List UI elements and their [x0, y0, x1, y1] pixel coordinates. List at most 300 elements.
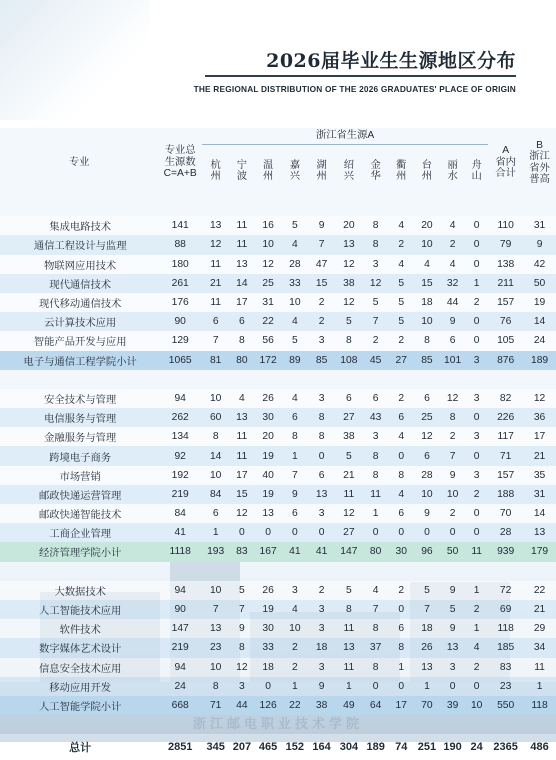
major-name-cell: 市场营销	[0, 466, 158, 485]
value-cell: 11	[229, 235, 254, 254]
major-name-cell: 信息安全技术应用	[0, 658, 158, 677]
value-cell: 36	[523, 408, 556, 427]
value-cell: 0	[465, 504, 488, 523]
value-cell: 60	[202, 408, 229, 427]
value-cell: 9	[440, 466, 465, 485]
value-cell: 10	[202, 466, 229, 485]
value-cell: 90	[158, 600, 202, 619]
major-name-cell: 现代通信技术	[0, 274, 158, 293]
value-cell: 1	[282, 446, 308, 465]
value-cell: 10	[202, 581, 229, 600]
value-cell: 92	[158, 446, 202, 465]
major-name-cell: 邮政快递智能技术	[0, 504, 158, 523]
value-cell: 70	[414, 696, 440, 715]
value-cell: 44	[229, 696, 254, 715]
value-cell: 22	[282, 696, 308, 715]
value-cell: 96	[414, 542, 440, 561]
value-cell: 21	[523, 600, 556, 619]
value-cell: 10	[202, 389, 229, 408]
table-row	[0, 312, 556, 331]
value-cell: 4	[363, 581, 389, 600]
value-cell: 3	[465, 466, 488, 485]
value-cell: 7	[363, 600, 389, 619]
value-cell: 5	[229, 581, 254, 600]
table-row	[0, 523, 556, 542]
value-cell: 11	[202, 255, 229, 274]
value-cell: 8	[308, 408, 335, 427]
value-cell: 219	[158, 638, 202, 657]
value-cell: 1	[465, 581, 488, 600]
major-name-cell: 人工智能学院小计	[0, 696, 158, 715]
value-cell: 14	[202, 446, 229, 465]
distribution-table	[0, 128, 556, 760]
value-cell: 13	[254, 504, 281, 523]
value-cell: 9	[414, 504, 440, 523]
value-cell: 4	[465, 638, 488, 657]
value-cell: 11	[335, 619, 362, 638]
value-cell: 9	[523, 235, 556, 254]
table-row	[0, 293, 556, 312]
value-cell: 8	[363, 235, 389, 254]
value-cell: 11	[229, 427, 254, 446]
value-cell: 190	[440, 734, 465, 760]
value-cell: 7	[308, 235, 335, 254]
table-row	[0, 255, 556, 274]
value-cell: 12	[202, 235, 229, 254]
value-cell: 13	[335, 235, 362, 254]
value-cell: 8	[202, 427, 229, 446]
value-cell: 0	[308, 523, 335, 542]
value-cell: 6	[389, 408, 414, 427]
value-cell: 7	[440, 446, 465, 465]
value-cell: 5	[440, 600, 465, 619]
value-cell: 1065	[158, 351, 202, 370]
value-cell: 18	[308, 638, 335, 657]
value-cell: 261	[158, 274, 202, 293]
value-cell: 29	[523, 619, 556, 638]
value-cell: 10	[440, 485, 465, 504]
value-cell: 22	[254, 312, 281, 331]
value-cell: 1	[465, 619, 488, 638]
value-cell: 1	[202, 523, 229, 542]
value-cell: 141	[158, 216, 202, 235]
value-cell: 1	[363, 504, 389, 523]
value-cell: 31	[254, 293, 281, 312]
value-cell: 82	[488, 389, 523, 408]
table-row	[0, 408, 556, 427]
value-cell: 94	[158, 581, 202, 600]
value-cell: 17	[523, 427, 556, 446]
value-cell: 14	[523, 312, 556, 331]
value-cell: 2	[440, 504, 465, 523]
value-cell: 17	[229, 466, 254, 485]
value-cell: 8	[363, 216, 389, 235]
value-cell: 18	[254, 658, 281, 677]
value-cell: 12	[523, 389, 556, 408]
value-cell: 12	[363, 274, 389, 293]
value-cell: 6	[389, 504, 414, 523]
value-cell: 13	[202, 216, 229, 235]
header-decoration	[0, 0, 150, 120]
value-cell: 4	[414, 255, 440, 274]
value-cell: 26	[414, 638, 440, 657]
value-cell: 44	[440, 293, 465, 312]
value-cell: 14	[523, 504, 556, 523]
value-cell: 0	[465, 677, 488, 696]
value-cell: 10	[282, 619, 308, 638]
value-cell: 56	[254, 331, 281, 350]
value-cell: 147	[335, 542, 362, 561]
value-cell: 1	[465, 274, 488, 293]
value-cell: 10	[202, 658, 229, 677]
value-cell: 50	[523, 274, 556, 293]
table-row	[0, 677, 556, 696]
value-cell: 4	[440, 255, 465, 274]
value-cell: 33	[254, 638, 281, 657]
value-cell: 21	[523, 446, 556, 465]
value-cell: 7	[363, 312, 389, 331]
value-cell: 47	[308, 255, 335, 274]
value-cell: 11	[229, 216, 254, 235]
value-cell: 13	[202, 619, 229, 638]
value-cell: 19	[254, 485, 281, 504]
value-cell: 8	[202, 677, 229, 696]
value-cell: 6	[440, 331, 465, 350]
major-name-cell: 经济管理学院小计	[0, 542, 158, 561]
value-cell: 83	[488, 658, 523, 677]
table-row	[0, 619, 556, 638]
value-cell: 19	[254, 600, 281, 619]
value-cell: 6	[389, 619, 414, 638]
value-cell: 192	[158, 466, 202, 485]
value-cell: 118	[488, 619, 523, 638]
value-cell: 3	[282, 581, 308, 600]
value-cell: 70	[488, 504, 523, 523]
value-cell: 189	[523, 351, 556, 370]
value-cell: 71	[202, 696, 229, 715]
major-name-cell: 电子与通信工程学院小计	[0, 351, 158, 370]
value-cell: 4	[229, 389, 254, 408]
value-cell: 30	[254, 408, 281, 427]
value-cell: 23	[488, 677, 523, 696]
value-cell: 2365	[488, 734, 523, 760]
value-cell: 31	[523, 485, 556, 504]
value-cell: 18	[414, 293, 440, 312]
value-cell: 7	[414, 600, 440, 619]
value-cell: 5	[335, 581, 362, 600]
table-row	[0, 658, 556, 677]
value-cell: 2	[308, 581, 335, 600]
value-cell: 2	[389, 389, 414, 408]
value-cell: 939	[488, 542, 523, 561]
value-cell: 49	[335, 696, 362, 715]
col-header-b-total: B 浙江 省外 普高	[529, 139, 550, 185]
value-cell: 27	[389, 351, 414, 370]
value-cell: 41	[308, 542, 335, 561]
major-name-cell: 金融服务与管理	[0, 427, 158, 446]
major-name-cell: 移动应用开发	[0, 677, 158, 696]
value-cell: 668	[158, 696, 202, 715]
value-cell: 8	[363, 619, 389, 638]
value-cell: 0	[465, 235, 488, 254]
value-cell: 18	[414, 619, 440, 638]
value-cell: 152	[282, 734, 308, 760]
subtotal-row	[0, 542, 556, 561]
value-cell: 7	[202, 331, 229, 350]
value-cell: 4	[282, 600, 308, 619]
value-cell: 20	[254, 427, 281, 446]
col-header-zhejiang-group: 浙江省生源A	[202, 128, 488, 145]
value-cell: 5	[363, 293, 389, 312]
section-spacer	[0, 562, 556, 581]
value-cell: 8	[389, 466, 414, 485]
value-cell: 79	[488, 235, 523, 254]
value-cell: 185	[488, 638, 523, 657]
value-cell: 108	[335, 351, 362, 370]
value-cell: 69	[488, 600, 523, 619]
value-cell: 2	[308, 312, 335, 331]
value-cell: 4	[389, 485, 414, 504]
value-cell: 3	[229, 677, 254, 696]
major-name-cell: 智能产品开发与应用	[0, 331, 158, 350]
value-cell: 13	[229, 408, 254, 427]
value-cell: 2	[308, 293, 335, 312]
value-cell: 11	[335, 658, 362, 677]
value-cell: 0	[465, 331, 488, 350]
value-cell: 117	[488, 427, 523, 446]
value-cell: 180	[158, 255, 202, 274]
value-cell: 176	[158, 293, 202, 312]
value-cell: 34	[523, 638, 556, 657]
value-cell: 0	[254, 523, 281, 542]
major-name-cell: 集成电路技术	[0, 216, 158, 235]
value-cell: 3	[465, 351, 488, 370]
value-cell: 5	[282, 216, 308, 235]
major-name-cell: 电信服务与管理	[0, 408, 158, 427]
value-cell: 33	[282, 274, 308, 293]
value-cell: 13	[440, 638, 465, 657]
value-cell: 8	[335, 331, 362, 350]
value-cell: 188	[488, 485, 523, 504]
value-cell: 8	[363, 658, 389, 677]
value-cell: 12	[440, 389, 465, 408]
value-cell: 11	[229, 446, 254, 465]
value-cell: 27	[335, 523, 362, 542]
value-cell: 38	[335, 427, 362, 446]
value-cell: 21	[202, 274, 229, 293]
major-name-cell: 物联网应用技术	[0, 255, 158, 274]
value-cell: 80	[363, 542, 389, 561]
value-cell: 8	[308, 427, 335, 446]
value-cell: 207	[229, 734, 254, 760]
value-cell: 550	[488, 696, 523, 715]
value-cell: 11	[465, 542, 488, 561]
value-cell: 7	[282, 466, 308, 485]
value-cell: 22	[523, 581, 556, 600]
col-header-city: 台 州	[421, 159, 433, 182]
value-cell: 3	[308, 389, 335, 408]
col-header-city: 舟 山	[471, 159, 482, 182]
value-cell: 5	[389, 293, 414, 312]
value-cell: 28	[414, 466, 440, 485]
value-cell: 2	[389, 235, 414, 254]
value-cell: 219	[158, 485, 202, 504]
major-name-cell: 跨境电子商务	[0, 446, 158, 465]
value-cell: 157	[488, 293, 523, 312]
value-cell: 9	[440, 312, 465, 331]
value-cell: 118	[523, 696, 556, 715]
value-cell: 6	[282, 408, 308, 427]
value-cell: 4	[282, 235, 308, 254]
value-cell: 0	[254, 677, 281, 696]
value-cell: 2851	[158, 734, 202, 760]
value-cell: 31	[523, 216, 556, 235]
value-cell: 8	[282, 427, 308, 446]
value-cell: 16	[254, 216, 281, 235]
value-cell: 105	[488, 331, 523, 350]
value-cell: 10	[414, 312, 440, 331]
value-cell: 8	[363, 446, 389, 465]
table-row	[0, 274, 556, 293]
value-cell: 147	[158, 619, 202, 638]
value-cell: 2	[440, 427, 465, 446]
value-cell: 876	[488, 351, 523, 370]
subtotal-row	[0, 351, 556, 370]
value-cell: 1118	[158, 542, 202, 561]
value-cell: 76	[488, 312, 523, 331]
value-cell: 71	[488, 446, 523, 465]
value-cell: 12	[229, 658, 254, 677]
value-cell: 3	[308, 658, 335, 677]
value-cell: 9	[282, 485, 308, 504]
value-cell: 12	[254, 255, 281, 274]
value-cell: 7	[202, 600, 229, 619]
value-cell: 17	[229, 293, 254, 312]
table-row	[0, 446, 556, 465]
value-cell: 6	[308, 466, 335, 485]
value-cell: 1	[389, 658, 414, 677]
table-row	[0, 581, 556, 600]
value-cell: 5	[335, 446, 362, 465]
value-cell: 10	[254, 235, 281, 254]
value-cell: 193	[202, 542, 229, 561]
major-name-cell: 人工智能技术应用	[0, 600, 158, 619]
value-cell: 2	[465, 658, 488, 677]
value-cell: 39	[440, 696, 465, 715]
table-row	[0, 485, 556, 504]
value-cell: 1	[523, 677, 556, 696]
section-spacer	[0, 370, 556, 389]
value-cell: 0	[465, 216, 488, 235]
value-cell: 28	[282, 255, 308, 274]
value-cell: 12	[335, 504, 362, 523]
value-cell: 50	[440, 542, 465, 561]
major-name-cell: 云计算技术应用	[0, 312, 158, 331]
value-cell: 6	[335, 389, 362, 408]
value-cell: 9	[229, 619, 254, 638]
value-cell: 6	[202, 312, 229, 331]
value-cell: 13	[414, 658, 440, 677]
value-cell: 13	[523, 523, 556, 542]
value-cell: 8	[363, 466, 389, 485]
value-cell: 0	[282, 523, 308, 542]
value-cell: 304	[335, 734, 362, 760]
col-header-city: 丽 水	[447, 159, 458, 182]
table-body	[0, 197, 556, 760]
value-cell: 30	[389, 542, 414, 561]
value-cell: 8	[335, 600, 362, 619]
value-cell: 5	[389, 312, 414, 331]
value-cell: 37	[363, 638, 389, 657]
value-cell: 15	[229, 485, 254, 504]
value-cell: 5	[335, 312, 362, 331]
distribution-table-panel	[0, 128, 556, 755]
value-cell: 4	[282, 312, 308, 331]
value-cell: 41	[282, 542, 308, 561]
value-cell: 138	[488, 255, 523, 274]
value-cell: 126	[254, 696, 281, 715]
value-cell: 8	[440, 408, 465, 427]
value-cell: 24	[465, 734, 488, 760]
value-cell: 2	[282, 658, 308, 677]
value-cell: 41	[158, 523, 202, 542]
value-cell: 8	[389, 638, 414, 657]
value-cell: 72	[488, 581, 523, 600]
value-cell: 0	[363, 677, 389, 696]
value-cell: 19	[523, 293, 556, 312]
value-cell: 27	[335, 408, 362, 427]
value-cell: 486	[523, 734, 556, 760]
value-cell: 0	[440, 523, 465, 542]
value-cell: 6	[202, 504, 229, 523]
section-spacer	[0, 197, 556, 216]
value-cell: 11	[363, 485, 389, 504]
value-cell: 19	[254, 446, 281, 465]
col-header-city: 嘉 兴	[289, 159, 300, 182]
value-cell: 0	[465, 255, 488, 274]
value-cell: 1	[282, 677, 308, 696]
value-cell: 2	[363, 331, 389, 350]
value-cell: 15	[414, 274, 440, 293]
value-cell: 17	[389, 696, 414, 715]
value-cell: 12	[335, 293, 362, 312]
value-cell: 5	[282, 331, 308, 350]
col-header-city: 宁 波	[236, 159, 248, 182]
value-cell: 5	[389, 274, 414, 293]
value-cell: 12	[335, 255, 362, 274]
value-cell: 345	[202, 734, 229, 760]
value-cell: 25	[254, 274, 281, 293]
col-header-city: 绍 兴	[343, 159, 355, 182]
value-cell: 251	[414, 734, 440, 760]
value-cell: 2	[389, 581, 414, 600]
col-header-city: 温 州	[262, 159, 274, 182]
table-row	[0, 235, 556, 254]
value-cell: 83	[229, 542, 254, 561]
major-name-cell: 总计	[0, 734, 158, 760]
col-header-city: 衢 州	[396, 159, 407, 182]
value-cell: 0	[308, 446, 335, 465]
value-cell: 3	[465, 427, 488, 446]
value-cell: 38	[335, 274, 362, 293]
value-cell: 20	[414, 216, 440, 235]
value-cell: 3	[465, 389, 488, 408]
value-cell: 74	[389, 734, 414, 760]
value-cell: 0	[389, 677, 414, 696]
value-cell: 14	[229, 274, 254, 293]
value-cell: 85	[308, 351, 335, 370]
value-cell: 12	[414, 427, 440, 446]
